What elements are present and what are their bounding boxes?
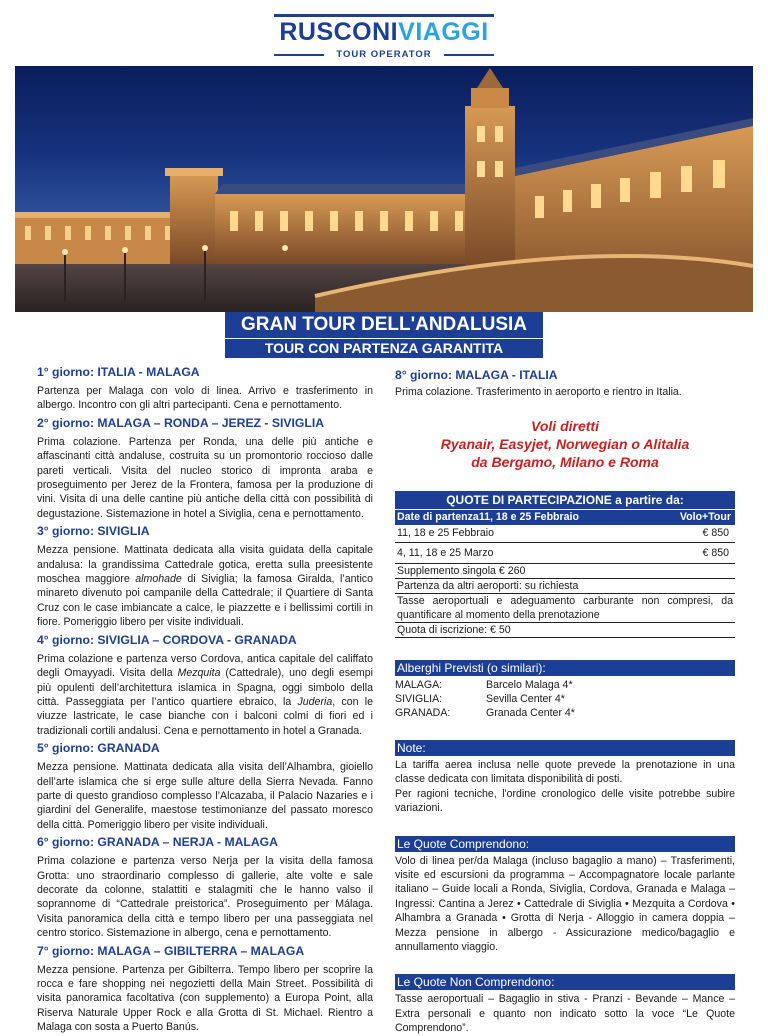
- other-airports: Partenza da altri aeroporti: su richiesta: [395, 579, 735, 594]
- itinerary-left-column: [37, 362, 373, 1036]
- company-logo: [272, 14, 496, 60]
- price-value: € 850: [702, 547, 729, 559]
- hotel-row: SIVIGLIA: Sevilla Center 4*: [395, 693, 565, 705]
- flights-airlines: Ryanair, Easyjet, Norwegian o Alitalia: [440, 436, 690, 452]
- hero-image: [15, 66, 753, 312]
- day-heading: 1° giorno: ITALIA - MALAGA: [37, 365, 200, 379]
- day-8: [395, 367, 735, 399]
- day-1: [37, 365, 373, 413]
- day-heading: 6° giorno: GRANADA – NERJA - MALAGA: [37, 835, 278, 850]
- day-heading: 4° giorno: SIVIGLIA – CORDOVA - GRANADA: [37, 632, 297, 647]
- hotels-list: [395, 678, 735, 720]
- logo-subtitle: TOUR OPERATOR: [324, 49, 444, 61]
- notes-text-2: Per ragioni tecniche, l'ordine cronologico delle visite potrebbe subire variazioni.: [395, 787, 735, 815]
- day-2: [37, 416, 373, 521]
- taxes-note: Tasse aeroportuali e adeguamento carburante non compresi, da quantificare al momento della prenotazione: [397, 595, 733, 621]
- flights-airports: da Bergamo, Milano e Roma: [471, 454, 659, 470]
- day-heading: 7° giorno: MALAGA – GIBILTERRA – MALAGA: [37, 943, 305, 958]
- day-5: [37, 741, 373, 832]
- flights-title: Voli diretti: [531, 418, 599, 434]
- logo-brand: RUSCONIVIAGGI: [279, 18, 489, 46]
- departure-dates: 11, 18 e 25 Febbraio: [397, 527, 494, 539]
- included-heading: Le Quote Comprendono:: [395, 836, 735, 852]
- hotel-row: MALAGA: Barcelo Malaga 4*: [395, 679, 573, 691]
- day-text: Prima colazione e partenza verso Cordova, antica capitale del califfato degli Omayyadi. Visita della Mezquita (Cattedrale), uno degli esempi più opulenti dell’architettura islamica in Spagna, oggi simbolo della città. Passeggiata per l’antico quartiere ebraico, la Juderia, con le viuzze lastricate, le case bianche con i balconi colmi di fiori ed i tradizionali cortili andalusi. Cena e pernottamento in hotel a Granada.: [37, 652, 373, 737]
- notes-section: [395, 740, 735, 816]
- excluded-section: [395, 974, 735, 1035]
- day-text: Prima colazione e partenza verso Nerja per la visita della famosa Grotta: uno straordinario complesso di gallerie, alte volte e sale decorate da colonne, stalattiti e stalagmiti che le hanno valso il soprannome di “Cattedrale preistorica”. Proseguimento per Málaga. Visita panoramica della città e tempo libero per una passeggiata nel centro storico. Sistemazione in albergo, cena e pernottamento.: [37, 855, 373, 940]
- excluded-text: Tasse aeroportuali – Bagaglio in stiva - Pranzi - Bevande – Mance – Extra personali e quanto non indicato sotto la voce “Le Quote Comprendono”.: [395, 993, 735, 1035]
- single-supplement: Supplemento singola € 260: [395, 564, 735, 579]
- price-value: € 850: [702, 527, 729, 539]
- price-row: [395, 525, 735, 543]
- excluded-heading: Le Quote Non Comprendono:: [395, 974, 735, 990]
- day-text: Mezza pensione. Mattinata dedicata alla visita dell’Alhambra, gioiello dell’arte islamica che si erge sulle alture della Sierra Nevada. Fanno parte di questo grandioso complesso l’Alcazaba, il Palacio Nazaries e i giardini del Generalife, maestose testimonianze del passato moresco della città. Pomeriggio libero per visite individuali.: [37, 761, 373, 831]
- day-text: Partenza per Malaga con volo di linea. Arrivo e trasferimento in albergo. Incontro con gli altri partecipanti. Cena e pernottamento.: [37, 385, 373, 412]
- day-heading: 2° giorno: MALAGA – RONDA – JEREZ - SIVIGLIA: [37, 415, 325, 430]
- registration-fee: Quota di iscrizione: € 50: [395, 623, 735, 638]
- price-row: [395, 543, 735, 564]
- day-text: Prima colazione. Partenza per Ronda, una delle più antiche e affascinanti città andaluse, costruita su un promontorio roccioso dalle pareti verticali. Visita del nucleo storico di impronta araba e proseguimento per Jerez de la Frontera, famosa per la produzione di vini. Visita di una delle cantine più antiche della città con possibilità di degustazione. Sistemazione in hotel a Siviglia, cena e pernottamento.: [37, 435, 373, 520]
- dates-column-header: Date di partenza11, 18 e 25 Febbraio: [397, 511, 579, 523]
- notes-heading: Note:: [395, 740, 735, 756]
- day-heading: 3° giorno: SIVIGLIA: [37, 524, 150, 539]
- day-heading: 5° giorno: GRANADA: [37, 741, 160, 756]
- info-right-column: [395, 362, 735, 1036]
- day-6: [37, 835, 373, 940]
- quotes-heading: QUOTE DI PARTECIPAZIONE a partire da:: [395, 491, 735, 509]
- day-7: [37, 944, 373, 1035]
- page-title: GRAN TOUR DELL'ANDALUSIA: [225, 312, 543, 338]
- hotels-section: [395, 660, 735, 720]
- hotels-heading: Alberghi Previsti (o similari):: [395, 660, 735, 676]
- page-subtitle: TOUR CON PARTENZA GARANTITA: [225, 339, 543, 358]
- day-heading: 8° giorno: MALAGA - ITALIA: [395, 368, 558, 382]
- day-3: [37, 524, 373, 629]
- notes-text-1: La tariffa aerea inclusa nelle quote prevede la prenotazione in una classe dedicata con limitata disponibilità di posti.: [395, 759, 735, 786]
- hotel-row: GRANADA: Granada Center 4*: [395, 707, 575, 719]
- flights-info: [395, 417, 735, 471]
- day-text: Prima colazione. Trasferimento in aeroporto e rientro in Italia.: [395, 386, 682, 398]
- day-text: Mezza pensione. Partenza per Gibilterra. Tempo libero per scoprire la rocca e fare shopping nei negozietti della Main Street. Possibilità di visita panoramica facoltativa (con supplemento) a Europa Point, alla Riserva Naturale Upper Rock e alla Grotta di St. Michael. Rientro a Malaga con sosta a Puerto Banús.: [37, 963, 373, 1034]
- departure-dates: 4, 11, 18 e 25 Marzo: [397, 547, 494, 559]
- price-table-header: [395, 510, 735, 525]
- day-text: Mezza pensione. Mattinata dedicata alla visita guidata della capitale andalusa: la grandissima Cattedrale gotica, eretta sulla preesistente moschea maggiore almohade di Siviglia; la famosa Giralda, l’antico minareto divenuto poi campanile della Cattedrale; il Quartiere di Santa Cruz con le case imbiancate a calce, le piazzette e i bellissimi cortili in fiore. Pomeriggio libero per visite individuali.: [37, 544, 373, 629]
- included-text: Volo di linea per/da Malaga (incluso bagaglio a mano) – Trasferimenti, visite ed escursioni da programma – Accompagnatore locale parlante italiano – Guide locali a Ronda, Siviglia, Cordova, Granada e Malaga – Ingressi: Cantina a Jerez • Cattedrale di Siviglia • Mezquita a Cordova • Alhambra a Granada • Grotta di Nerja - Alloggio in camera doppia – Mezza pensione in albergo - Assicurazione medico/bagaglio e annullamento viaggio.: [395, 854, 735, 954]
- included-section: [395, 836, 735, 955]
- plaza-illustration: [15, 66, 753, 312]
- price-column-header: Volo+Tour: [679, 511, 731, 523]
- day-4: [37, 633, 373, 738]
